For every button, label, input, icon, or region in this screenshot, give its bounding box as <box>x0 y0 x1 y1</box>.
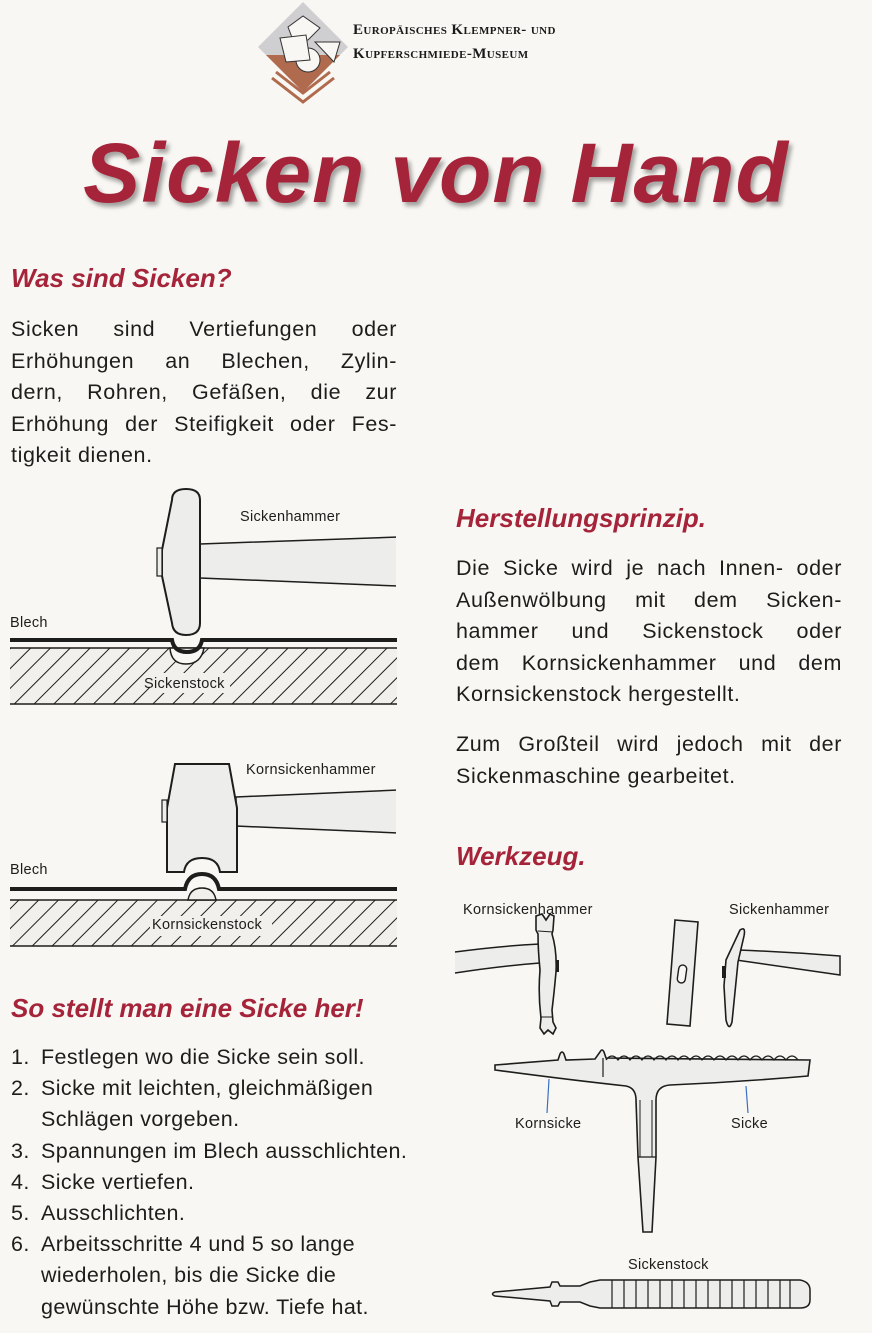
label-kornsicke: Kornsicke <box>515 1116 582 1132</box>
label-tool-sickenhammer: Sickenhammer <box>729 902 830 918</box>
label-blech: Blech <box>10 615 48 631</box>
text-line: Zum Großteil wird jedoch mit der <box>456 732 842 756</box>
heading-herstellungsprinzip: Herstellungsprinzip. <box>456 503 706 533</box>
label-tool-sickenstock: Sickenstock <box>628 1257 709 1273</box>
text-line: Die Sicke wird je nach Innen- oder <box>456 556 842 580</box>
label-kornsickenhammer: Kornsickenhammer <box>246 762 376 778</box>
page-title: Sicken von Hand <box>83 126 789 220</box>
step-number: 5. <box>11 1201 30 1226</box>
steps-list <box>11 1042 411 1323</box>
step-item <box>11 1229 411 1323</box>
heading-was-sind-sicken: Was sind Sicken? <box>11 263 232 293</box>
step-text: Arbeitsschritte 4 und 5 so lange wiederholen, bis die Sicke die gewünschte Höhe bzw. Tiefe hat. <box>41 1232 369 1319</box>
text-line: Sickenmaschine gearbeitet. <box>456 763 736 788</box>
text-line: Sicken sind Vertiefungen oder <box>11 317 397 341</box>
label-blech: Blech <box>10 862 48 878</box>
step-item <box>11 1042 411 1073</box>
diagram-kornsickenhammer <box>0 740 420 960</box>
step-text: Festlegen wo die Sicke sein soll. <box>41 1045 365 1069</box>
logo-icon <box>258 2 348 102</box>
step-number: 4. <box>11 1169 30 1194</box>
step-item <box>11 1167 411 1198</box>
step-text: Sicke mit leichten, gleichmäßigen Schlägen vorgeben. <box>41 1076 374 1132</box>
step-number: 1. <box>11 1045 30 1069</box>
step-number: 3. <box>11 1138 30 1163</box>
step-text: Sicke vertiefen. <box>41 1169 195 1194</box>
step-item <box>11 1073 411 1135</box>
museum-name <box>353 18 556 66</box>
text-line: Außenwölbung mit dem Sicken- <box>456 587 842 612</box>
label-kornsickenstock: Kornsickenstock <box>152 917 263 933</box>
heading-so-stellt-man: So stellt man eine Sicke her! <box>11 993 364 1023</box>
step-item <box>11 1136 411 1167</box>
text-line: dern, Rohren, Gefäßen, die zur <box>11 380 397 404</box>
museum-name-line1: Europäisches Klempner- und <box>353 22 556 38</box>
tools-illustration <box>440 890 872 1328</box>
diagram-sickenhammer <box>0 480 420 710</box>
label-sickenstock: Sickenstock <box>144 676 225 692</box>
label-sicke: Sicke <box>731 1116 768 1132</box>
museum-logo <box>258 2 348 102</box>
step-number: 6. <box>11 1232 30 1257</box>
text-line: Kornsickenstock hergestellt. <box>456 682 741 706</box>
step-text: Spannungen im Blech ausschlichten. <box>41 1138 408 1163</box>
step-item <box>11 1198 411 1229</box>
step-number: 2. <box>11 1076 30 1101</box>
principle-paragraph-1 <box>456 553 842 711</box>
museum-name-line2: Kupferschmiede-Museum <box>353 46 529 62</box>
text-line: Erhöhung der Steifigkeit oder Fes- <box>11 411 397 436</box>
text-line: hammer und Sickenstock oder <box>456 619 842 643</box>
heading-werkzeug: Werkzeug. <box>456 841 586 871</box>
principle-paragraph-2 <box>456 729 842 792</box>
text-line: dem Kornsickenhammer und dem <box>456 650 842 675</box>
text-line: tigkeit dienen. <box>11 443 153 467</box>
what-paragraph <box>11 314 397 472</box>
label-tool-kornsickenhammer: Kornsickenhammer <box>463 902 593 918</box>
label-sickenhammer: Sickenhammer <box>240 509 341 525</box>
step-text: Ausschlichten. <box>41 1201 186 1226</box>
text-line: Erhöhungen an Blechen, Zylin- <box>11 348 397 373</box>
